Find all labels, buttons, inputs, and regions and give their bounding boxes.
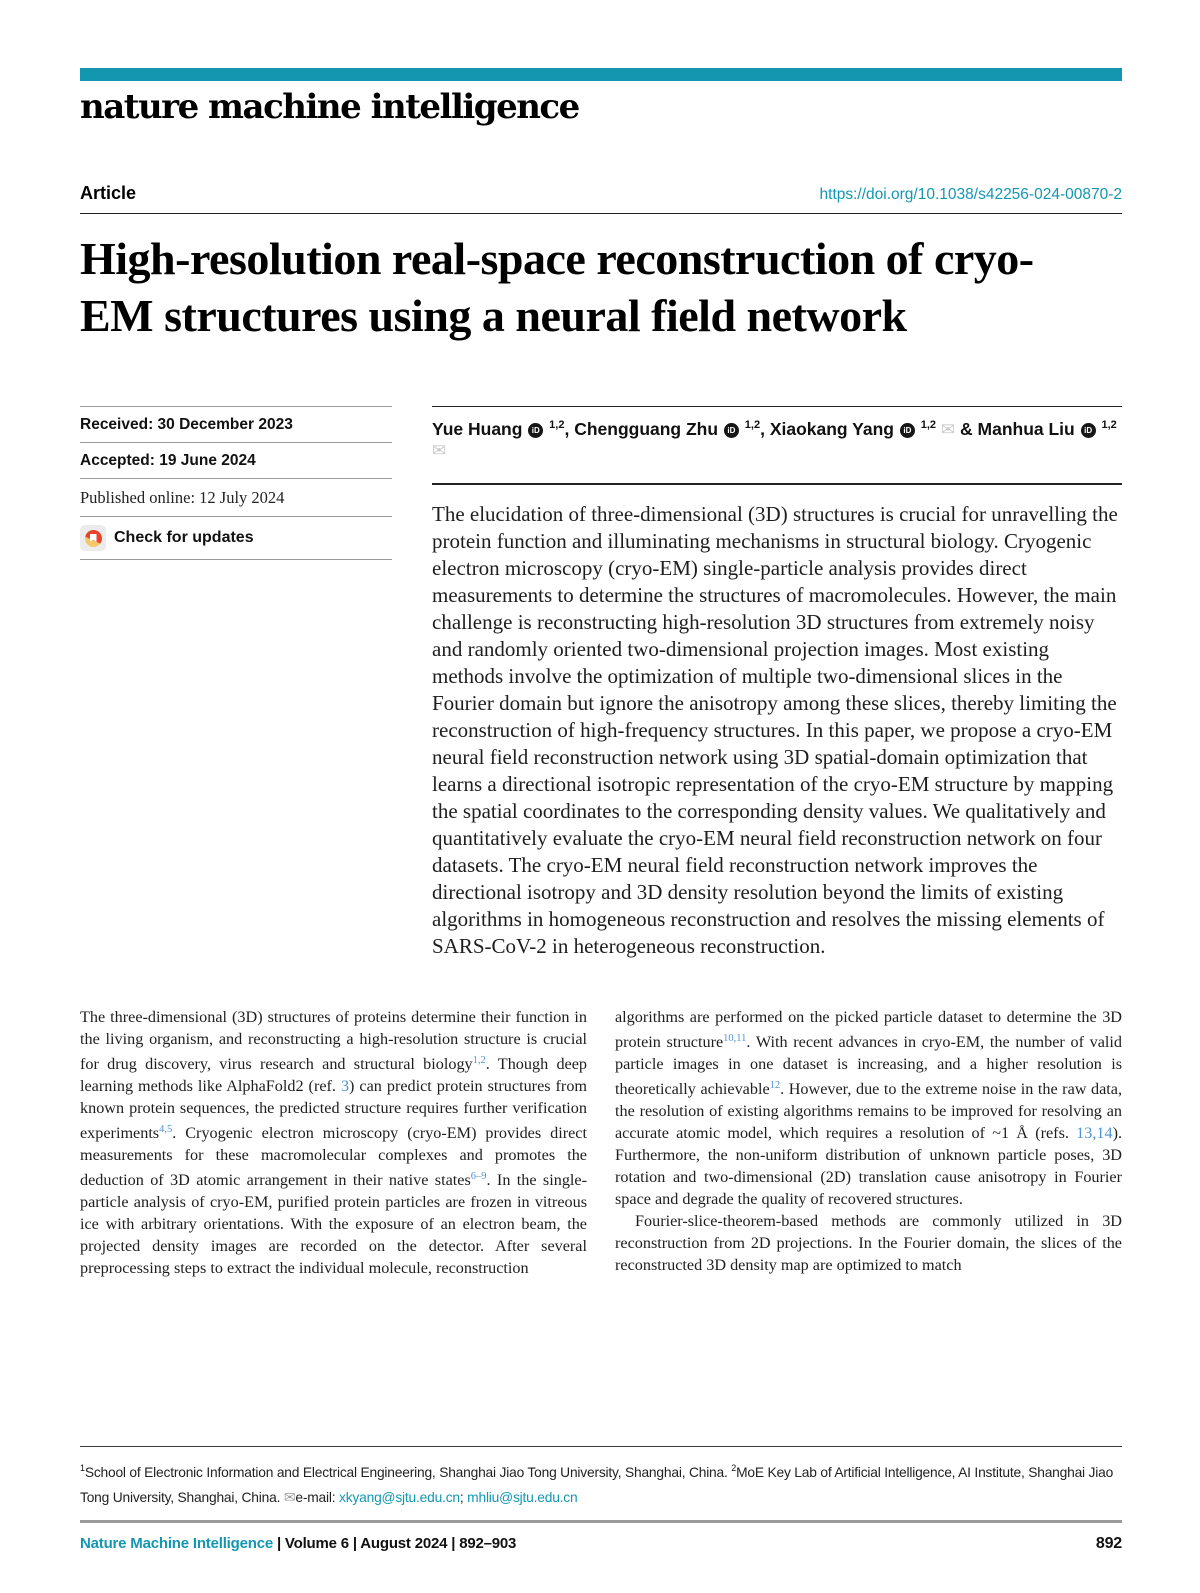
citation-link[interactable]: 12	[769, 1080, 781, 1091]
affiliation-sup: 1,2	[1101, 419, 1117, 431]
footer-volume-info: | Volume 6 | August 2024 | 892–903	[272, 1535, 517, 1552]
affiliation-sup: 1,2	[920, 419, 937, 431]
orcid-icon[interactable]: iD	[724, 423, 739, 438]
page-number: 892	[1095, 1535, 1122, 1552]
mail-icon[interactable]: ✉	[432, 441, 447, 460]
crossmark-icon	[80, 525, 106, 551]
text-segment: The three-dimensional (3D) structures of proteins determine their function in the living organism, and reconstructing a high-resolution structure is crucial for drug discovery, virus research and structural biology	[80, 1008, 587, 1073]
footer-citation	[80, 1535, 516, 1552]
abstract-text: The elucidation of three-dimensional (3D) structures is crucial for unravelling the protein function and illuminating mechanisms in structural biology. Cryogenic electron microscopy (cryo-EM) single-particle analysis provides direct measurements to determine the structures of macromolecules. However, the main challenge is reconstructing high-resolution 3D structures from extremely noisy and randomly oriented two-dimensional projection images. Most existing methods involve the optimization of multiple two-dimensional slices in the Fourier domain but ignore the anisotropy among these slices, thereby limiting the reconstruction of high-frequency structures. In this paper, we propose a cryo-EM neural field reconstruction network using 3D spatial-domain optimization that learns a directional isotropic representation of the cryo-EM structure by mapping the spatial coordinates to the corresponding density values. We qualitatively and quantitatively evaluate the cryo-EM neural field reconstruction network on four datasets. The cryo-EM neural field reconstruction network improves the directional isotropy and 3D density resolution beyond the limits of existing algorithms in homogeneous reconstruction and resolves the missing elements of SARS-CoV-2 in heterogeneous reconstruction.	[432, 483, 1122, 960]
received-date: Received: 30 December 2023	[80, 406, 392, 442]
orcid-icon[interactable]: iD	[1081, 423, 1096, 438]
text-segment: . However, due to the extreme noise in the raw data, the resolution of existing algorithms remains to be improved for resolving an accurate atomic model, which requires a resolution of ~1 Å (refs.	[615, 1080, 1122, 1142]
text-segment: algorithms are performed on the picked particle dataset to determine the 3D protein structure	[615, 1008, 1122, 1051]
author-list	[432, 406, 1122, 483]
mail-icon: ✉	[283, 1489, 296, 1505]
citation-link[interactable]: 3	[340, 1077, 350, 1095]
text-segment: Yue Huang	[432, 419, 528, 439]
text-segment: Fourier-slice-theorem-based methods are commonly utilized in 3D reconstruction from 2D projections. In the Fourier domain, the slices of the reconstructed 3D density map are optimized to match	[615, 1212, 1122, 1274]
text-segment: ) can predict protein structures from known protein sequences, the predicted structure requires further verification experiments	[80, 1077, 587, 1142]
affiliations-footnote	[80, 1446, 1122, 1510]
text-segment: ). Furthermore, the non-uniform distribution of unknown particle poses, 3D rotation and two-dimensional (2D) translation cause anisotropy in Fourier space and degrade the quality of recovered structures.	[615, 1124, 1122, 1208]
text-segment: . With recent advances in cryo-EM, the number of valid particle images in one dataset is increasing, and a higher resolution is theoretically achievable	[615, 1033, 1123, 1098]
text-segment: . Cryogenic electron microscopy (cryo-EM) provides direct measurements for these macromolecular complexes and promotes the deduction of 3D atomic arrangement in their native states	[80, 1124, 587, 1189]
text-segment: e-mail:	[295, 1490, 340, 1505]
accepted-date: Accepted: 19 June 2024	[80, 442, 392, 478]
affiliation-number: 1	[80, 1463, 85, 1473]
email-link[interactable]: mhliu@sjtu.edu.cn	[467, 1490, 578, 1505]
published-date: Published online: 12 July 2024	[80, 478, 392, 516]
text-segment: . Though deep learning methods like AlphaFold2 (ref.	[80, 1055, 587, 1095]
orcid-icon[interactable]: iD	[900, 423, 915, 438]
text-segment: School of Electronic Information and Electrical Engineering, Shanghai Jiao Tong University, Shanghai, China.	[84, 1465, 732, 1480]
brand-color-bar	[80, 68, 1122, 81]
text-segment: & Manhua Liu	[955, 419, 1080, 439]
citation-link[interactable]: 4,5	[159, 1124, 173, 1135]
citation-link[interactable]: 10,11	[723, 1033, 747, 1044]
text-segment: MoE Key Lab of Artificial Intelligence, AI Institute, Shanghai Jiao Tong University, Shanghai, China.	[80, 1465, 1114, 1505]
footer-journal-link[interactable]: Nature Machine Intelligence	[80, 1535, 273, 1552]
affiliation-sup: 1,2	[744, 419, 761, 431]
citation-link[interactable]: 13,14	[1076, 1124, 1113, 1142]
body-column-left	[80, 1006, 587, 1279]
authors-abstract-column	[432, 406, 1122, 960]
affiliation-number: 2	[731, 1463, 737, 1473]
article-header-row	[80, 183, 1122, 214]
affiliation-sup: 1,2	[549, 419, 565, 431]
dates-column	[80, 406, 392, 960]
article-type-label: Article	[80, 183, 137, 203]
page-footer	[80, 1520, 1122, 1553]
article-title: High-resolution real-space reconstruction of cryo-EM structures using a neural field network	[80, 233, 1034, 341]
body-paragraph	[615, 1006, 1122, 1210]
check-for-updates-button[interactable]	[80, 516, 392, 560]
journal-wordmark: nature machine intelligence	[80, 87, 579, 127]
orcid-icon[interactable]: iD	[528, 423, 543, 438]
doi-link[interactable]: https://doi.org/10.1038/s42256-024-00870-2	[819, 186, 1122, 203]
body-paragraph	[80, 1006, 587, 1279]
text-segment: . In the single-particle analysis of cryo-EM, purified protein particles are frozen in vitreous ice with arbitrary orientations. With the exposure of an electron beam, the projected density images are recorded on the detector. After several preprocessing steps to extract the individual molecule, reconstruction	[80, 1171, 587, 1277]
text-segment: ;	[459, 1490, 468, 1505]
body-text-section	[80, 1006, 1122, 1279]
email-link[interactable]: xkyang@sjtu.edu.cn	[339, 1490, 460, 1505]
mail-icon[interactable]: ✉	[940, 420, 956, 439]
text-segment: , Xiaokang Yang	[760, 419, 899, 439]
citation-link[interactable]: 1,2	[472, 1055, 486, 1066]
check-for-updates-label: Check for updates	[114, 529, 254, 546]
body-paragraph	[615, 1210, 1122, 1276]
citation-link[interactable]: 6–9	[470, 1171, 487, 1182]
text-segment: , Chengguang Zhu	[564, 419, 723, 439]
info-section	[80, 406, 1122, 960]
body-column-right	[615, 1006, 1122, 1279]
